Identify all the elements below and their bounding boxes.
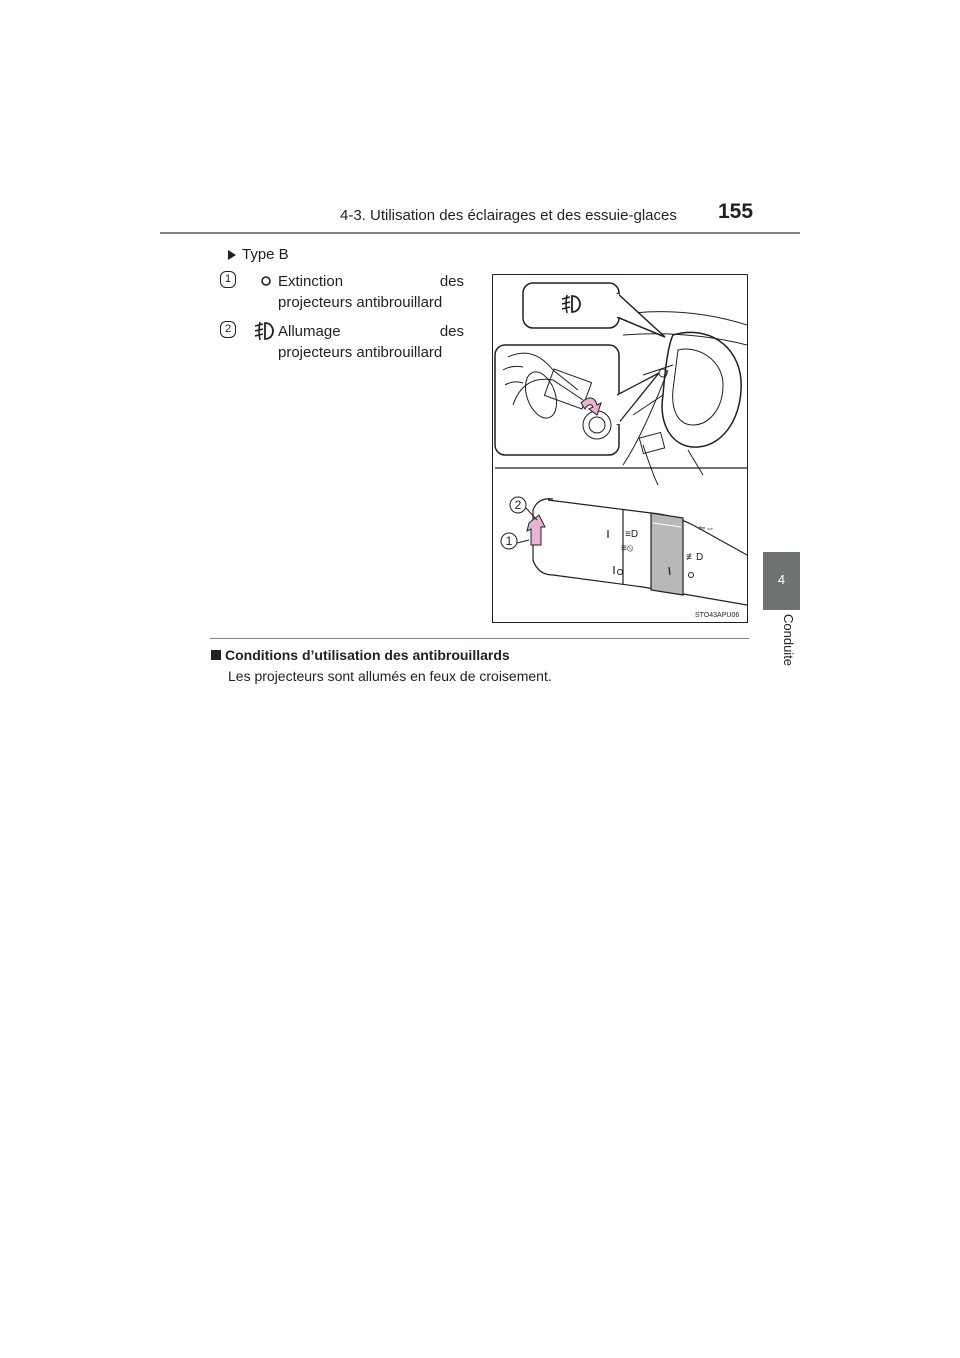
chapter-name: Conduite [781, 614, 796, 667]
item-text-word: Allumage [278, 323, 341, 340]
item-text-line2: projecteurs antibrouillard [278, 294, 443, 311]
header-divider [160, 232, 800, 234]
figure-code: STO43APU06 [695, 612, 740, 619]
square-bullet-icon [211, 650, 221, 660]
fog-light-off-icon [259, 274, 273, 288]
svg-text:⇐⇔: ⇐⇔ [698, 523, 715, 533]
svg-text:≡⦸: ≡⦸ [621, 543, 634, 554]
page-number: 155 [718, 200, 754, 223]
section-title: 4-3. Utilisation des éclairages et des essuie-glaces [340, 207, 677, 224]
figure-callout-2: 2 [514, 498, 522, 512]
note-body: Les projecteurs sont allumés en feux de croisement. [228, 668, 552, 684]
item-text-line2: projecteurs antibrouillard [278, 344, 443, 361]
note-heading [211, 647, 510, 663]
note-divider [210, 638, 749, 639]
list-item [278, 321, 464, 363]
list-item [278, 271, 464, 313]
item-text-end: des [439, 273, 464, 290]
figure-callout-1: 1 [505, 534, 513, 548]
chapter-number: 4 [777, 572, 786, 587]
type-heading-label: Type B [242, 246, 289, 263]
svg-text:≢D: ≢D [686, 552, 704, 563]
svg-text:≡D: ≡D [625, 529, 639, 540]
figure-frame [492, 274, 748, 623]
item-number-badge: 1 [220, 271, 236, 288]
item-number-badge: 2 [220, 321, 236, 338]
fog-light-switch-illustration [493, 275, 747, 622]
item-text-word: Extinction [278, 273, 344, 290]
note-heading-text: Conditions d’utilisation des antibrouillards [225, 647, 510, 663]
triangle-bullet-icon [228, 250, 236, 260]
type-heading [228, 246, 289, 263]
front-fog-light-icon [253, 320, 275, 342]
item-text-end: des [439, 323, 464, 340]
